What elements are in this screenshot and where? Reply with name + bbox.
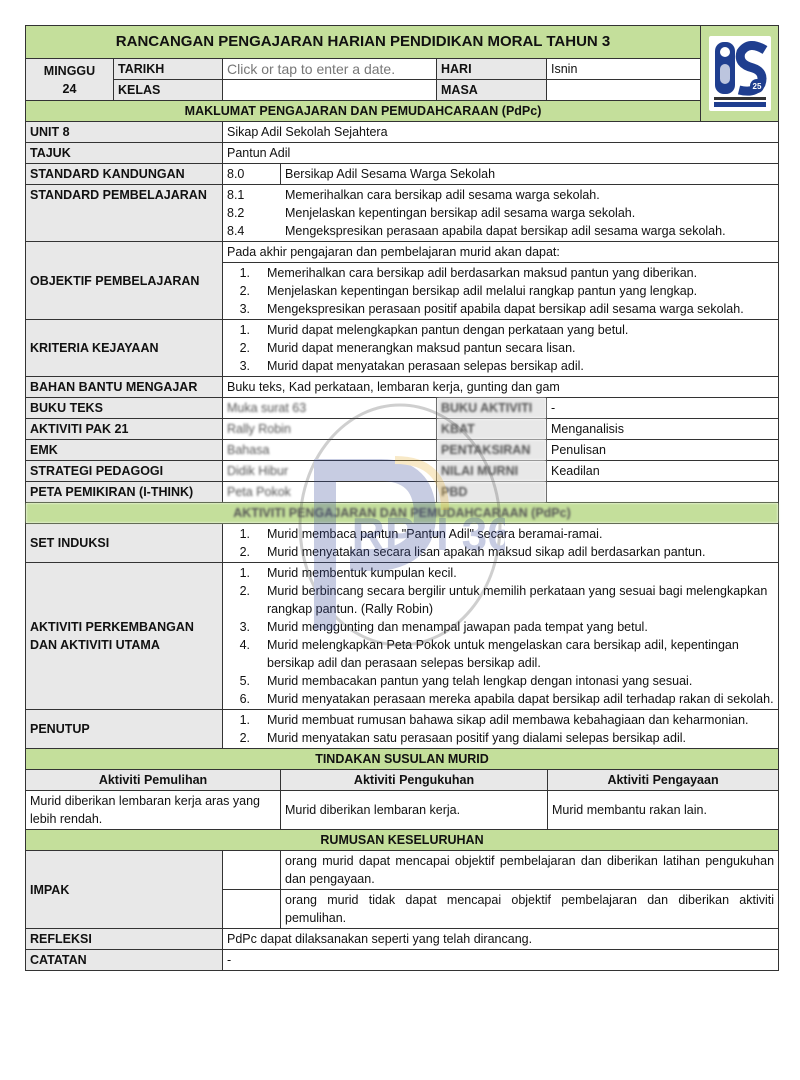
kriteria-item — [227, 339, 774, 357]
lesson-plan-document — [25, 25, 778, 971]
kelas-value[interactable] — [223, 80, 437, 101]
minggu-value: 24 — [62, 81, 77, 96]
emk-label: EMK — [26, 440, 223, 461]
item-number: 2. — [239, 341, 250, 355]
item-number: 4. — [239, 638, 250, 652]
bbm-label: BAHAN BANTU MENGAJAR — [26, 377, 223, 398]
buku-teks-value: Muka surat 63 — [223, 398, 437, 419]
item-number: 5. — [239, 674, 250, 688]
item-number: 2. — [239, 731, 250, 745]
standard-pembelajaran-list — [223, 185, 779, 242]
impak-count-1[interactable] — [223, 851, 281, 890]
perkembangan-label: AKTIVITI PERKEMBANGAN DAN AKTIVITI UTAMA — [26, 563, 223, 710]
masa-label: MASA — [437, 80, 547, 101]
logo-number: 25 — [752, 82, 761, 91]
pemulihan-header: Aktiviti Pemulihan — [26, 770, 281, 791]
document-title: RANCANGAN PENGAJARAN HARIAN PENDIDIKAN MORAL TAHUN 3 — [26, 26, 701, 59]
item-number: 1. — [239, 713, 250, 727]
perkembangan-item — [227, 618, 774, 636]
strategi-label: STRATEGI PEDAGOGI — [26, 461, 223, 482]
strategi-value: Didik Hibur — [223, 461, 437, 482]
kbat-label: KBAT — [437, 419, 547, 440]
catatan-label: CATATAN — [26, 950, 223, 971]
school-logo — [709, 36, 771, 111]
perkembangan-item — [227, 636, 774, 672]
pengukuhan-value: Murid diberikan lembaran kerja. — [281, 791, 548, 830]
standard-kandungan-label: STANDARD KANDUNGAN — [26, 164, 223, 185]
induksi-item — [227, 525, 774, 543]
rumusan-table — [25, 829, 779, 971]
perkembangan-item — [227, 672, 774, 690]
item-number: 2. — [239, 584, 250, 598]
objektif-item — [227, 300, 774, 318]
objektif-label: OBJEKTIF PEMBELAJARAN — [26, 242, 223, 320]
aktiviti-heading: AKTIVITI PENGAJARAN DAN PEMUDAHCARAAN (PdPc) — [26, 503, 779, 524]
set-induksi-list — [223, 524, 779, 563]
item-text: Murid menyatakan satu perasaan positif yang dialami selepas bersikap adil. — [267, 731, 686, 745]
pentaksiran-label: PENTAKSIRAN — [437, 440, 547, 461]
sp-code: 8.2 — [227, 206, 245, 220]
pengayaan-value: Murid membantu rakan lain. — [548, 791, 779, 830]
sp-item — [227, 222, 774, 240]
pengayaan-header: Aktiviti Pengayaan — [548, 770, 779, 791]
refleksi-value: PdPc dapat dilaksanakan seperti yang telah dirancang. — [223, 929, 779, 950]
item-number: 1. — [239, 323, 250, 337]
hari-value: Isnin — [547, 59, 701, 80]
set-induksi-label: SET INDUKSI — [26, 524, 223, 563]
penutup-list — [223, 710, 779, 749]
tarikh-label: TARIKH — [114, 59, 223, 80]
nilai-murni-label: NILAI MURNI — [437, 461, 547, 482]
tindakan-susulan-table — [25, 748, 779, 830]
penutup-label: PENUTUP — [26, 710, 223, 749]
standard-pembelajaran-label: STANDARD PEMBELAJARAN — [26, 185, 223, 242]
pengukuhan-header: Aktiviti Pengukuhan — [281, 770, 548, 791]
perkembangan-item — [227, 690, 774, 708]
logo-cell — [701, 26, 779, 122]
item-text: Murid dapat menyatakan perasaan selepas bersikap adil. — [267, 359, 584, 373]
tindakan-heading: TINDAKAN SUSULAN MURID — [26, 749, 779, 770]
item-text: Murid membaca pantun "Pantun Adil" secara beramai-ramai. — [267, 527, 603, 541]
tarikh-date-picker[interactable]: Click or tap to enter a date. — [223, 59, 437, 80]
pak21-label: AKTIVITI PAK 21 — [26, 419, 223, 440]
kriteria-item — [227, 321, 774, 339]
item-text: Memerihalkan cara bersikap adil berdasarkan maksud pantun yang diberikan. — [267, 266, 698, 280]
item-number: 2. — [239, 284, 250, 298]
sp-code: 8.4 — [227, 224, 245, 238]
item-number: 1. — [239, 566, 250, 580]
item-number: 2. — [239, 545, 250, 559]
kriteria-item — [227, 357, 774, 375]
tajuk-label: TAJUK — [26, 143, 223, 164]
school-logo-icon — [709, 36, 771, 111]
objektif-item — [227, 282, 774, 300]
item-text: Murid menggunting dan menampal jawapan pada tempat yang betul. — [267, 620, 648, 634]
penutup-item — [227, 711, 774, 729]
item-text: Murid membacakan pantun yang telah lengkap dengan intonasi yang sesuai. — [267, 674, 693, 688]
item-text: Mengekspresikan perasaan positif apabila dapat bersikap adil sesama warga sekolah. — [267, 302, 744, 316]
item-number: 1. — [239, 527, 250, 541]
hari-label: HARI — [437, 59, 547, 80]
emk-value: Bahasa — [223, 440, 437, 461]
sp-text: Menjelaskan kepentingan bersikap adil sesama warga sekolah. — [285, 206, 636, 220]
sp-item — [227, 186, 774, 204]
item-number: 6. — [239, 692, 250, 706]
item-text: Murid membentuk kumpulan kecil. — [267, 566, 457, 580]
minggu-cell — [26, 59, 114, 101]
bbm-value: Buku teks, Kad perkataan, lembaran kerja, gunting dan gam — [223, 377, 779, 398]
item-text: Menjelaskan kepentingan bersikap adil melalui rangkap pantun yang lengkap. — [267, 284, 698, 298]
item-text: Murid berbincang secara bergilir untuk memilih perkataan yang sesuai bagi melengkapkan rangkap pantun. (Rally Robin) — [267, 584, 768, 616]
standard-kandungan-text: Bersikap Adil Sesama Warga Sekolah — [281, 164, 779, 185]
impak-text-2: orang murid tidak dapat mencapai objektif pembelajaran dan diberikan aktiviti pemulihan. — [281, 890, 779, 929]
rumusan-heading: RUMUSAN KESELURUHAN — [26, 830, 779, 851]
perkembangan-item — [227, 564, 774, 582]
pentaksiran-value: Penulisan — [547, 440, 779, 461]
item-text: Murid dapat menerangkan maksud pantun secara lisan. — [267, 341, 576, 355]
impak-count-2[interactable] — [223, 890, 281, 929]
impak-label: IMPAK — [26, 851, 223, 929]
sp-code: 8.1 — [227, 188, 245, 202]
objektif-list — [223, 263, 779, 320]
peta-pemikiran-value: Peta Pokok — [223, 482, 437, 503]
sp-text: Mengekspresikan perasaan apabila dapat bersikap adil sesama warga sekolah. — [285, 224, 726, 238]
unit-value: Sikap Adil Sekolah Sejahtera — [223, 122, 779, 143]
kriteria-label: KRITERIA KEJAYAAN — [26, 320, 223, 377]
kelas-label: KELAS — [114, 80, 223, 101]
perkembangan-item — [227, 582, 774, 618]
pemulihan-value: Murid diberikan lembaran kerja aras yang lebih rendah. — [26, 791, 281, 830]
buku-aktiviti-label: BUKU AKTIVITI — [437, 398, 547, 419]
item-number: 3. — [239, 302, 250, 316]
pak21-value: Rally Robin — [223, 419, 437, 440]
pbd-label: PBD — [437, 482, 547, 503]
penutup-item — [227, 729, 774, 747]
catatan-value: - — [223, 950, 779, 971]
tajuk-value: Pantun Adil — [223, 143, 779, 164]
item-text: Murid menyatakan secara lisan apakah maksud sikap adil berdasarkan pantun. — [267, 545, 706, 559]
item-number: 3. — [239, 359, 250, 373]
minggu-label: MINGGU — [43, 63, 96, 78]
item-number: 1. — [239, 266, 250, 280]
masa-value[interactable] — [547, 80, 701, 101]
perkembangan-list — [223, 563, 779, 710]
objektif-item — [227, 264, 774, 282]
refleksi-label: REFLEKSI — [26, 929, 223, 950]
lesson-plan-table — [25, 25, 779, 749]
watermark-text: RPH 36 — [351, 508, 505, 560]
item-text: Murid menyatakan perasaan mereka apabila dapat bersikap adil terhadap rakan di sekolah. — [267, 692, 774, 706]
item-number: 3. — [239, 620, 250, 634]
item-text: Murid dapat melengkapkan pantun dengan perkataan yang betul. — [267, 323, 629, 337]
nilai-murni-value: Keadilan — [547, 461, 779, 482]
pbd-value — [547, 482, 779, 503]
item-text: Murid membuat rumusan bahawa sikap adil membawa kebahagiaan dan keharmonian. — [267, 713, 749, 727]
sp-text: Memerihalkan cara bersikap adil sesama warga sekolah. — [285, 188, 600, 202]
buku-aktiviti-value: - — [547, 398, 779, 419]
buku-teks-label: BUKU TEKS — [26, 398, 223, 419]
induksi-item — [227, 543, 774, 561]
standard-kandungan-code: 8.0 — [223, 164, 281, 185]
kbat-value: Menganalisis — [547, 419, 779, 440]
maklumat-heading: MAKLUMAT PENGAJARAN DAN PEMUDAHCARAAN (PdPc) — [26, 101, 701, 122]
sp-item — [227, 204, 774, 222]
item-text: Murid melengkapkan Peta Pokok untuk mengelaskan cara bersikap adil, kepentingan bersikap adil dan perasaan selepas bersikap adil. — [267, 638, 739, 670]
kriteria-list — [223, 320, 779, 377]
objektif-intro: Pada akhir pengajaran dan pembelajaran murid akan dapat: — [223, 242, 779, 263]
peta-pemikiran-label: PETA PEMIKIRAN (I-THINK) — [26, 482, 223, 503]
impak-text-1: orang murid dapat mencapai objektif pembelajaran dan diberikan latihan pengukuhan dan pengayaan. — [281, 851, 779, 890]
unit-label: UNIT 8 — [26, 122, 223, 143]
